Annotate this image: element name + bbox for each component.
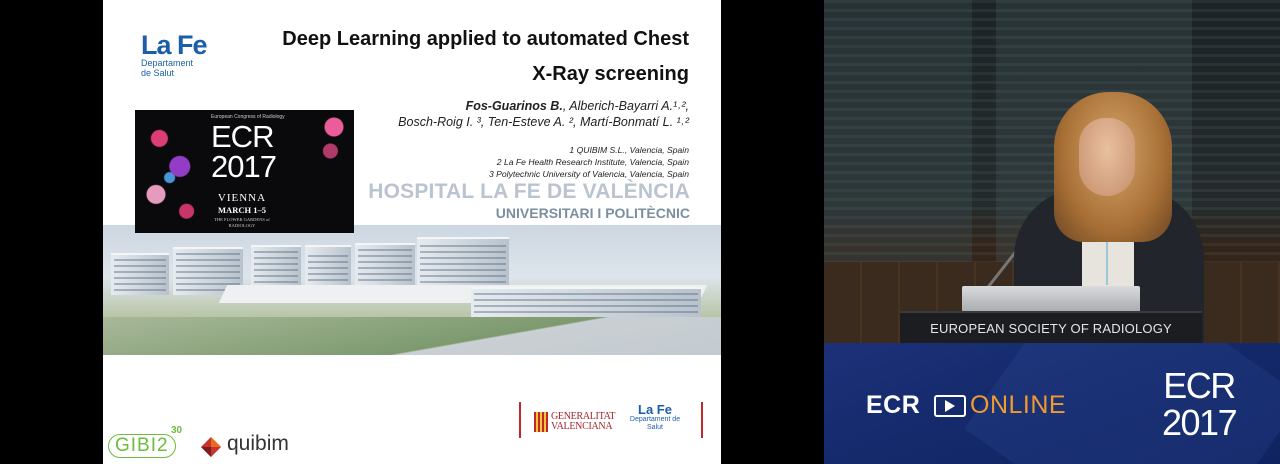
slide-authors — [309, 98, 689, 130]
affiliation-item: 3 Polytechnic University of Valencia, Valencia, Spain — [489, 169, 689, 179]
lafe-logo-line1: Departament — [141, 58, 194, 68]
flower-art-right — [316, 112, 352, 172]
authors-line2: Bosch-Roig I. ³, Ten-Esteve A. ², Martí-Bonmatí L. ¹˒² — [398, 115, 689, 129]
logo-divider — [701, 402, 703, 438]
poster-tag: European Congress of Radiology — [211, 114, 285, 120]
hospital-rendering — [103, 225, 721, 355]
lafe-footer-brand: La Fe — [638, 402, 672, 417]
presentation-slide — [103, 0, 721, 464]
ecr-2017-poster — [135, 110, 354, 233]
lafe-logo-line2: de Salut — [141, 68, 175, 78]
generalitat-line2: VALENCIANA — [551, 421, 613, 432]
authors-line1: , Alberich-Bayarri A.¹˒², — [562, 99, 689, 113]
hospital-name: HOSPITAL LA FE DE VALÈNCIA — [368, 180, 690, 203]
podium — [900, 311, 1202, 343]
ecr-online-banner — [824, 343, 1280, 464]
lafe-footer-logo — [623, 403, 687, 432]
ecr-2017-logo-ecr: ECR — [1163, 365, 1235, 406]
logo-divider — [519, 402, 521, 438]
hospital-building — [355, 243, 415, 291]
gibi-logo-superscript: 30 — [171, 425, 183, 436]
poster-year: 2017 — [211, 149, 276, 184]
generalitat-logo — [551, 412, 615, 432]
generalitat-line1: GENERALITAT — [551, 411, 616, 422]
generalitat-shield-icon — [534, 412, 548, 432]
affiliation-item: 1 QUIBIM S.L., Valencia, Spain — [569, 145, 689, 155]
poster-ecr: ECR — [211, 119, 274, 154]
affiliation-item: 2 La Fe Health Research Institute, Valencia, Spain — [496, 157, 689, 167]
poster-city: VIENNA — [217, 192, 267, 204]
lafe-logo — [141, 32, 211, 78]
laptop — [962, 286, 1140, 312]
quibim-logo: quibim — [227, 432, 289, 455]
flower-art-left — [139, 116, 207, 228]
banner-ecr-text: ECR — [866, 391, 921, 419]
affiliations — [359, 144, 689, 180]
slide-title-line2: X-Ray screening — [532, 63, 689, 85]
hospital-grounds — [103, 317, 721, 355]
poster-motto: THE FLOWER GARDENS of RADIOLOGY — [214, 217, 270, 228]
ecr-2017-logo-year: 2017 — [1162, 402, 1237, 443]
lead-author: Fos-Guarinos B. — [465, 99, 563, 113]
hospital-building — [111, 253, 169, 295]
quibim-logo-icon — [200, 436, 222, 458]
slide-title — [229, 22, 689, 92]
hospital-building — [471, 287, 701, 317]
slide-title-line1: Deep Learning applied to automated Chest — [282, 28, 689, 50]
lafe-footer-sub: Departament de Salut — [629, 416, 681, 431]
speaker-video — [824, 0, 1280, 343]
lafe-logo-brand: La Fe — [141, 30, 207, 60]
poster-dates: MARCH 1–5 — [218, 205, 266, 215]
speaker-face — [1079, 118, 1135, 196]
play-icon — [934, 395, 966, 417]
gibi-logo: GIBI2 — [108, 434, 176, 458]
podium-label: EUROPEAN SOCIETY OF RADIOLOGY — [930, 321, 1172, 336]
banner-online-text: ONLINE — [970, 391, 1067, 419]
hospital-subtitle: UNIVERSITARI I POLITÈCNIC — [495, 205, 690, 221]
